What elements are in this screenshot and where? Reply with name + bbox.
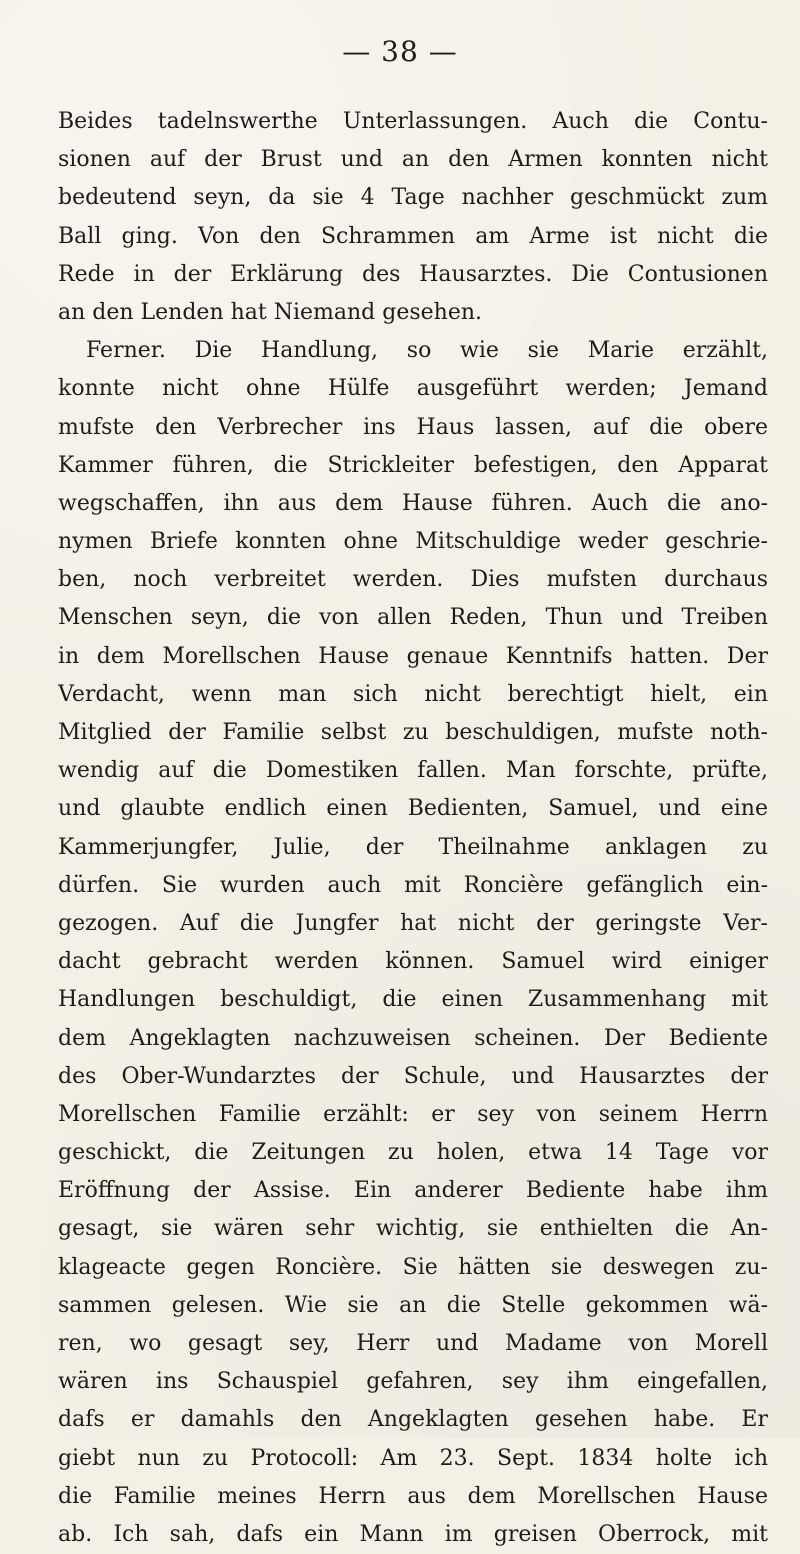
text-line: sammen gelesen. Wie sie an die Stelle gekommen wä- <box>58 1292 768 1318</box>
text-line: die Familie meines Herrn aus dem Morellschen Hause <box>58 1483 768 1509</box>
text-line: Kammer führen, die Strickleiter befestigen, den Apparat <box>58 452 768 478</box>
text-line: Verdacht, wenn man sich nicht berechtigt hielt, ein <box>58 681 768 707</box>
text-line: dacht gebracht werden können. Samuel wird einiger <box>58 949 768 975</box>
text-line: gezogen. Auf die Jungfer hat nicht der geringste Ver- <box>58 910 768 936</box>
text-line: und glaubte endlich einen Bedienten, Samuel, und eine <box>58 796 768 822</box>
text-line: Rede in der Erklärung des Hausarztes. Die Contusionen <box>58 261 768 287</box>
text-line: des Ober-Wundarztes der Schule, und Hausarztes der <box>58 1063 768 1089</box>
text-line: dafs er damahls den Angeklagten gesehen habe. Er <box>58 1407 768 1433</box>
text-line: konnte nicht ohne Hülfe ausgeführt werden; Jemand <box>58 376 768 402</box>
text-line: bedeutend seyn, da sie 4 Tage nachher geschmückt zum <box>58 185 768 211</box>
text-line: Handlungen beschuldigt, die einen Zusammenhang mit <box>58 987 768 1013</box>
text-line: ab. Ich sah, dafs ein Mann im greisen Oberrock, mit <box>58 1521 768 1547</box>
text-line: wären ins Schauspiel gefahren, sey ihm eingefallen, <box>58 1369 768 1395</box>
text-line: Ball ging. Von den Schrammen am Arme ist nicht die <box>58 223 768 249</box>
text-line: an den Lenden hat Niemand gesehen. <box>58 299 483 325</box>
text-line: Kammerjungfer, Julie, der Theilnahme anklagen zu <box>58 834 768 860</box>
text-line: geschickt, die Zeitungen zu holen, etwa 14 Tage vor <box>58 1140 768 1166</box>
page-number: — 38 — <box>342 35 458 68</box>
text-line: ren, wo gesagt sey, Herr und Madame von Morell <box>58 1331 768 1356</box>
text-line: gesagt, sie wären sehr wichtig, sie enthielten die An- <box>58 1216 768 1242</box>
text-line: klageacte gegen Roncière. Sie hätten sie deswegen zu- <box>58 1254 768 1280</box>
text-line: Eröffnung der Assise. Ein anderer Bediente habe ihm <box>58 1178 768 1204</box>
text-line: mufste den Verbrecher ins Haus lassen, auf die obere <box>58 414 768 440</box>
text-line: Beides tadelnswerthe Unterlassungen. Auch die Contu- <box>58 109 768 134</box>
text-line: Morellschen Familie erzählt: er sey von seinem Herrn <box>58 1101 768 1127</box>
text-line: giebt nun zu Protocoll: Am 23. Sept. 1834 holte ich <box>58 1445 768 1471</box>
text-line: Menschen seyn, die von allen Reden, Thun und Treiben <box>58 605 768 631</box>
text-line: Mitglied der Familie selbst zu beschuldigen, mufste noth- <box>58 720 768 745</box>
body-text <box>58 103 768 1554</box>
text-line: sionen auf der Brust und an den Armen konnten nicht <box>58 147 768 173</box>
text-line: ben, noch verbreitet werden. Dies mufsten durchaus <box>58 567 768 593</box>
text-line: wendig auf die Domestiken fallen. Man forschte, prüfte, <box>58 758 768 784</box>
text-line: dürfen. Sie wurden auch mit Roncière gefänglich ein- <box>58 872 768 898</box>
text-line: wegschaffen, ihn aus dem Hause führen. Auch die ano- <box>58 490 768 516</box>
text-line: dem Angeklagten nachzuweisen scheinen. Der Bediente <box>58 1025 768 1051</box>
text-line: in dem Morellschen Hause genaue Kenntnifs hatten. Der <box>58 643 768 669</box>
text-line: nymen Briefe konnten ohne Mitschuldige weder geschrie- <box>58 529 768 555</box>
text-line: Ferner. Die Handlung, so wie sie Marie erzählt, <box>86 338 768 364</box>
